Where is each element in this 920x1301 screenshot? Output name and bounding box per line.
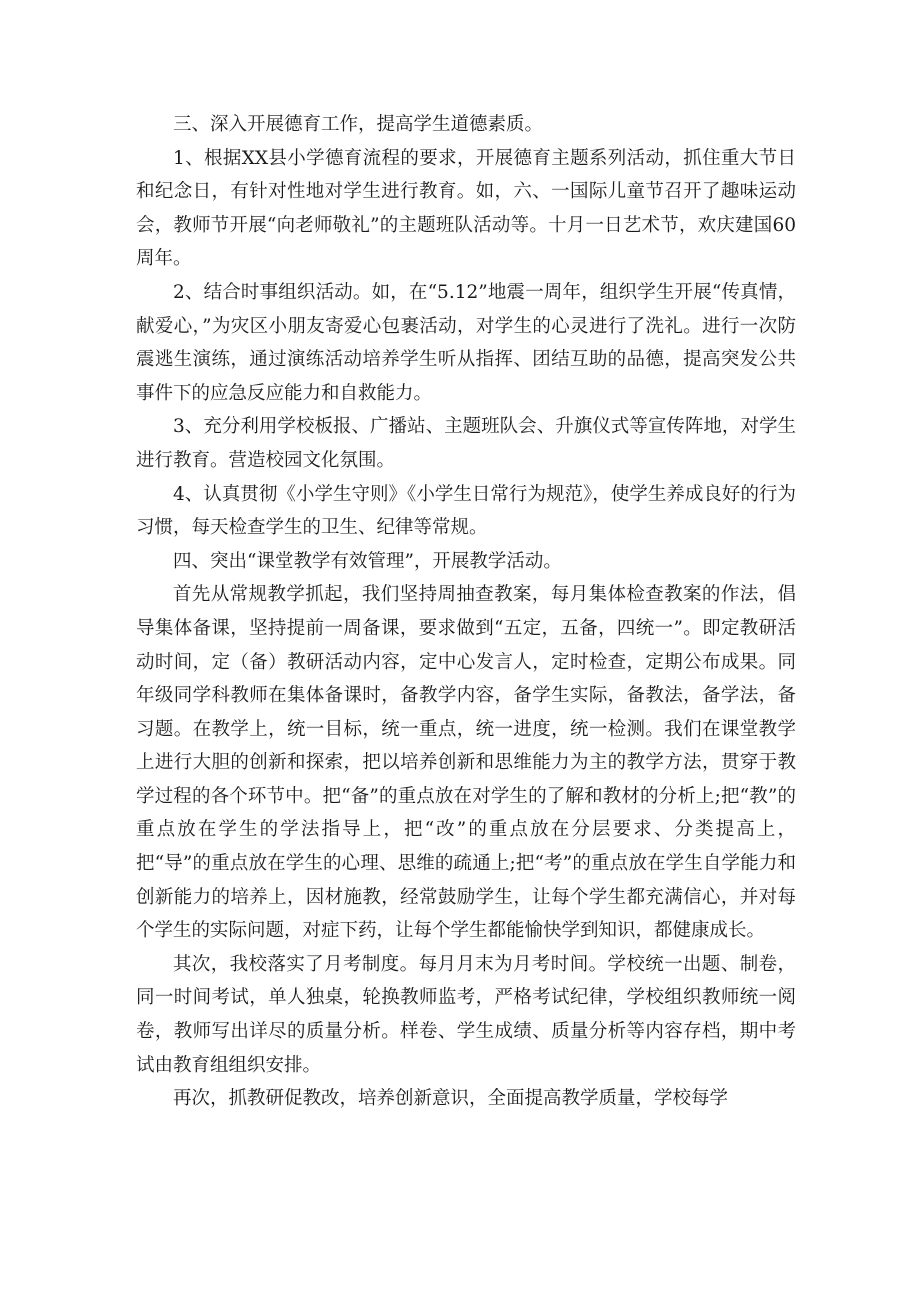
paragraph-first: 首先从常规教学抓起，我们坚持周抽查教案，每月集体检查教案的作法，倡导集体备课，坚持提前一周备课，要求做到“五定，五备，四统一”。即定教研活动时间，定（备）教研活动内容，定中心发言人，定时检查，定期公布成果。同年级同学科教师在集体备课时，备教学内容，备学生实际，备教法，备学法，备习题。在教学上，统一目标，统一重点，统一进度，统一检测。我们在课堂教学上进行大胆的创新和探索，把以培养创新和思维能力为主的教学方法，贯穿于教学过程的各个环节中。把“备”的重点放在对学生的了解和教材的分析上;把“教”的重点放在学生的学法指导上，把“改”的重点放在分层要求、分类提高上，把“导”的重点放在学生的心理、思维的疏通上;把“考”的重点放在学生自学能力和创新能力的培养上，因材施教，经常鼓励学生，让每个学生都充满信心，并对每个学生的实际问题，对症下药，让每个学生都能愉快学到知识，都健康成长。: [136, 584, 796, 942]
section-heading-teaching: 四、突出“课堂教学有效管理”，开展教学活动。: [173, 550, 562, 572]
section-heading-moral-education: 三、深入开展德育工作，提高学生道德素质。: [173, 114, 544, 135]
paragraph-item-3: 3、充分利用学校板报、广播站、主题班队会、升旗仪式等宣传阵地，对学生进行教育。营造校园文化氛围。: [136, 416, 796, 471]
document-body: [136, 108, 796, 1116]
paragraph-item-2: 2、结合时事组织活动。如，在“5.12”地震一周年，组织学生开展“传真情，献爱心，”为灾区小朋友寄爱心包裹活动，对学生的心灵进行了洗礼。进行一次防震逃生演练，通过演练活动培养学生听从指挥、团结互助的品德，提高突发公共事件下的应急反应能力和自救能力。: [136, 281, 796, 404]
paragraph-item-1: 1、根据XX县小学德育流程的要求，开展德育主题系列活动，抓住重大节日和纪念日，有针对性地对学生进行教育。如，六、一国际儿童节召开了趣味运动会，教师节开展“向老师敬礼”的主题班队活动等。十月一日艺术节，欢庆建国60周年。: [136, 147, 796, 270]
paragraph-item-4: 4、认真贯彻《小学生守则》《小学生日常行为规范》，使学生养成良好的行为习惯，每天检查学生的卫生、纪律等常规。: [136, 483, 796, 539]
paragraph-third: 再次，抓教研促教改，培养创新意识，全面提高教学质量，学校每学: [173, 1088, 729, 1110]
paragraph-second: 其次，我校落实了月考制度。每月月末为月考时间。学校统一出题、制卷，同一时间考试，单人独桌，轮换教师监考，严格考试纪律，学校组织教师统一阅卷，教师写出详尽的质量分析。样卷、学生成绩、质量分析等内容存档，期中考试由教育组组织安排。: [136, 953, 796, 1076]
